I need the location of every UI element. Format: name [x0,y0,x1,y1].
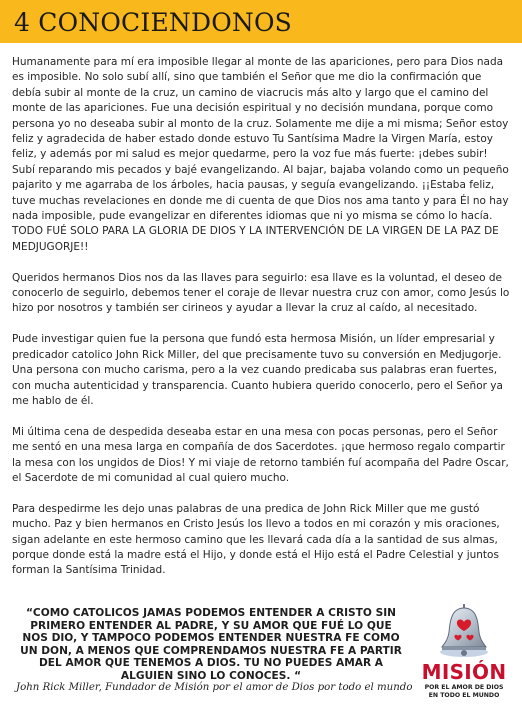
logo-tagline [414,684,514,699]
article-body [12,55,512,594]
paragraph: Humanamente para mí era imposible llegar al monte de las apariciones, pero para Dios nada es imposible. No solo subí allí, sino que también el Señor que me dio la confirmación que debía subir al monte de la cruz, un camino de viacrucis más alto y largo que el camino del monte de las apariciones. Fue una decisión espiritual y no decisión mundana, porque como persona yo no deseaba subir al monto de la cruz. Solamente me dije a mi misma; Señor estoy feliz y agradecida de haber estado donde estuvo Tu Santísima Madre la Virgen María, estoy feliz, y además por mi salud es mejor quedarme, pero la voz fue más fuerte: ¡debes subir! Subí reparando mis pecados y bajé evangelizando. Al bajar, bajaba volando como un pequeño pajarito y me agarraba de los árboles, hacia pausas, y seguía evangelizando. ¡¡Estaba feliz, tuve muchas revelaciones en donde me di cuenta de que Dios nos ama tanto y para Él no hay nada imposible, pude evangelizar en diferentes idiomas que ni yo misma se cómo lo hacía. TODO FUÉ SOLO PARA LA GLORIA DE DIOS Y LA INTERVENCIÓN DE LA VIRGEN DE LA PAZ DE MEDJUGORJE!! [12,56,509,253]
paragraph: Pude investigar quien fue la persona que fundó esta hermosa Misión, un líder empresarial y predicador catolico John Rick Miller, del que precisamente tuvo su conversión en Medjugorje. Una persona con mucho carisma, pero a la vez cuando predicaba sus palabras eran fuertes, con mucha autenticidad y transparencia. Cuanto hubiera querido conocerlo, pero el Señor ya me hablo de él. [12,333,503,407]
page-title: 4 CONOCIENDONOS [14,8,293,37]
pull-quote: “COMO CATOLICOS JAMAS PODEMOS ENTENDER A CRISTO SIN PRIMERO ENTENDER AL PADRE, Y SU AMOR QUE FUÉ LO QUE NOS DIO, Y TAMPOCO PODEMOS ENTENDER NUESTRA FE COMO UN DON, A MENOS QUE COMPRENDAMOS NUESTRA FE A PARTIR DEL AMOR QUE TENEMOS A DIOS. TU NO PUEDES AMAR A ALGUIEN SINO LO CONOCES. “ [20,607,402,682]
bell-with-hearts-icon [438,600,490,660]
logo-name: MISIÓN [421,660,507,684]
mision-logo [414,600,514,710]
quote-attribution: John Rick Miller, Fundador de Misión por el amor de Dios por todo el mundo [16,682,413,693]
paragraph: Queridos hermanos Dios nos da las llaves para seguirlo: esa llave es la voluntad, el deseo de conocerlo de seguirlo, debemos tener el coraje de llevar nuestra cruz con amor, como Jesús lo hizo por nosotros y también ser cirineos y ayudar a llevar la cruz al caído, al necesitado. [12,271,510,315]
logo-tagline-line: EN TODO EL MUNDO [428,691,500,699]
logo-tagline-line: POR EL AMOR DE DIOS [424,684,504,691]
header-bar [0,0,522,43]
paragraph: Para despedirme les dejo unas palabras de una predica de John Rick Miller que me gustó mucho. Paz y bien hermanos en Cristo Jesús los llevo a todos en mi corazón y mis oraciones, sigan adelante en este hermoso camino que les llevará cada día a la santidad de sus almas, porque donde está la madre está el Hijo, y donde está el Hijo está el Padre Celestial y juntos forman la Santísima Trinidad. [12,502,500,577]
paragraph: Mi última cena de despedida deseaba estar en una mesa con pocas personas, pero el Señor me sentó en una mesa larga en compañía de dos Sacerdotes. ¡que hermoso regalo compartir la mesa con los ungidos de Dios! Y mi viaje de retorno también fuí acompaña del Padre Oscar, el Sacerdote de mi comunidad al cual quiero mucho. [12,425,509,484]
